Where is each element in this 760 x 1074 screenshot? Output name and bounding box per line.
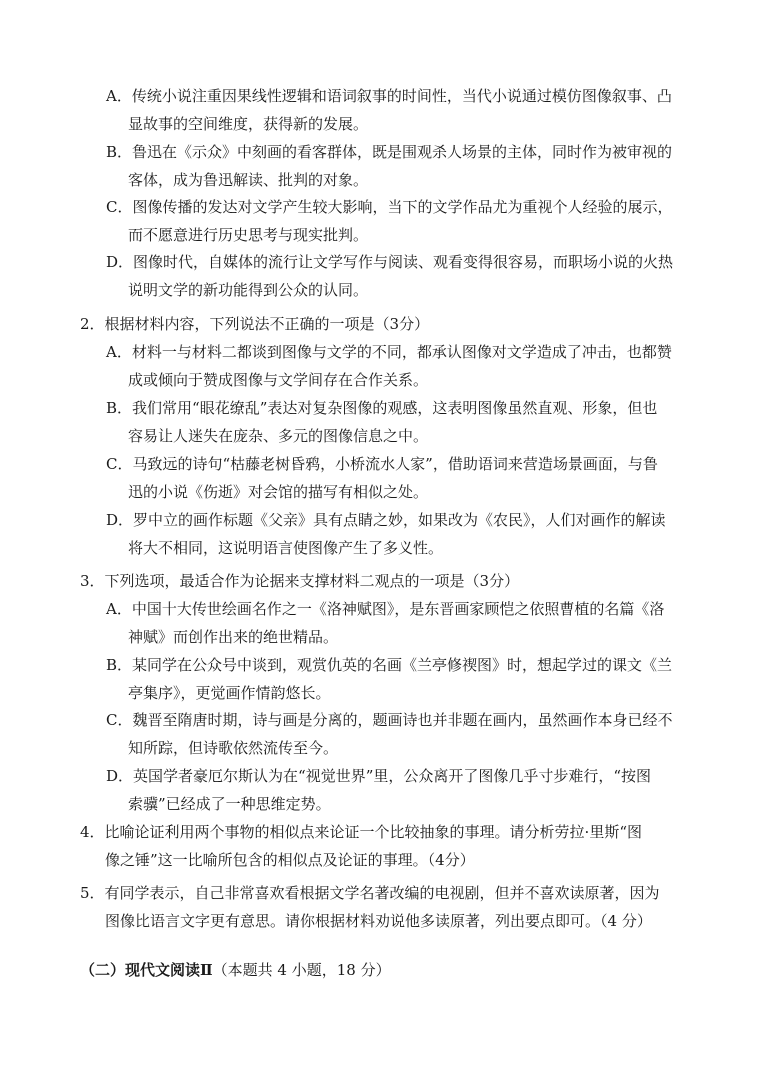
q3-option-c (106, 706, 696, 762)
section-heading (80, 956, 391, 984)
option-text-cont: 将大不相同，这说明语言使图像产生了多义性。 (128, 539, 444, 557)
option-text: 魏晋至隋唐时期，诗与画是分离的，题画诗也并非题在画内，虽然画作本身已经不 (132, 711, 673, 729)
option-text: 图像时代，自媒体的流行让文学写作与阅读、观看变得很容易，而职场小说的火热 (133, 253, 674, 271)
question-text-cont: 像之锤”这一比喻所包含的相似点及论证的事理。（4分） (105, 851, 475, 869)
option-text-cont: 而不愿意进行历史思考与现实批判。 (128, 226, 369, 244)
option-text-cont: 成或倾向于赞成图像与文学间存在合作关系。 (128, 371, 429, 389)
option-text: 材料一与材料二都谈到图像与文学的不同，都承认图像对文学造成了冲击，也都赞 (131, 343, 672, 361)
option-text-cont: 迅的小说《伤逝》对会馆的描写有相似之处。 (128, 483, 429, 501)
option-label: A． (106, 343, 132, 361)
option-text-cont: 说明文学的新功能得到公众的认同。 (128, 281, 369, 299)
q2-option-a (106, 338, 696, 394)
option-label: A． (106, 600, 132, 618)
option-text: 中国十大传世绘画名作之一《洛神赋图》，是东晋画家顾恺之依照曹植的名篇《洛 (131, 600, 665, 618)
option-label: B． (106, 143, 133, 161)
question-text: 下列选项，最适合作为论据来支撑材料二观点的一项是（3分） (104, 572, 520, 590)
question-text-cont: 图像比语言文字更有意思。请你根据材料劝说他多读原著，列出要点即可。（4 分） (105, 912, 652, 930)
option-label: C． (106, 198, 133, 216)
option-label: D． (106, 511, 134, 529)
q1-option-b (106, 138, 696, 194)
option-text: 某同学在公众号中谈到，观赏仇英的名画《兰亭修禊图》时，想起学过的课文《兰 (132, 656, 673, 674)
option-text-cont: 神赋》而创作出来的绝世精品。 (128, 628, 339, 646)
option-text: 传统小说注重因果线性逻辑和语词叙事的时间性，当代小说通过模仿图像叙事、凸 (131, 87, 672, 105)
question-number: 2． (80, 315, 105, 333)
option-text: 马致远的诗句“枯藤老树昏鸦，小桥流水人家”，借助语词来营造场景画面，与鲁 (132, 455, 658, 473)
option-text-cont: 亭集序》，更觉画作情韵悠长。 (128, 684, 331, 702)
option-label: D． (106, 767, 134, 785)
option-label: D． (106, 253, 134, 271)
q3-option-b (106, 651, 696, 707)
question-text: 有同学表示，自己非常喜欢看根据文学名著改编的电视剧，但并不喜欢读原著，因为 (104, 884, 660, 902)
q2-option-b (106, 394, 696, 450)
question-number: 4． (80, 823, 105, 841)
option-text-cont: 容易让人迷失在庞杂、多元的图像信息之中。 (128, 427, 429, 445)
option-text: 我们常用“眼花缭乱”表达对复杂图像的观感，这表明图像虽然直观、形象，但也 (132, 399, 658, 417)
q2-option-d (106, 506, 696, 562)
question-text: 比喻论证利用两个事物的相似点来论证一个比较抽象的事理。请分析劳拉·里斯“图 (104, 823, 642, 841)
question-number: 5． (80, 884, 105, 902)
option-label: C． (106, 455, 133, 473)
option-label: A． (106, 87, 132, 105)
option-label: B． (106, 656, 133, 674)
question-text: 根据材料内容，下列说法不正确的一项是（3分） (104, 315, 430, 333)
q1-option-a (106, 82, 696, 138)
option-text-cont: 客体，成为鲁迅解读、批判的对象。 (128, 171, 369, 189)
option-label: C． (106, 711, 133, 729)
section-title: （二）现代文阅读Ⅱ (80, 961, 213, 979)
question-3-stem (80, 567, 690, 595)
question-5 (80, 879, 690, 935)
question-number: 3． (80, 572, 105, 590)
option-text: 图像传播的发达对文学产生较大影响，当下的文学作品尤为重视个人经验的展示， (132, 198, 673, 216)
q2-option-c (106, 450, 696, 506)
section-note: （本题共 4 小题，18 分） (212, 961, 391, 979)
q1-option-d (106, 248, 696, 304)
option-text: 英国学者豪厄尔斯认为在“视觉世界”里，公众离开了图像几乎寸步难行，“按图 (133, 767, 652, 785)
q3-option-d (106, 762, 696, 818)
option-text-cont: 知所踪，但诗歌依然流传至今。 (128, 739, 339, 757)
option-text: 罗中立的画作标题《父亲》具有点睛之妙，如果改为《农民》，人们对画作的解读 (133, 511, 666, 529)
q1-option-c (106, 193, 696, 249)
question-2-stem (80, 310, 690, 338)
option-text: 鲁迅在《示众》中刻画的看客群体，既是围观杀人场景的主体，同时作为被审视的 (132, 143, 673, 161)
question-4 (80, 818, 690, 874)
q3-option-a (106, 595, 696, 651)
option-label: B． (106, 399, 133, 417)
option-text-cont: 索骥”已经成了一种思维定势。 (128, 795, 331, 813)
option-text-cont: 显故事的空间维度，获得新的发展。 (128, 115, 369, 133)
